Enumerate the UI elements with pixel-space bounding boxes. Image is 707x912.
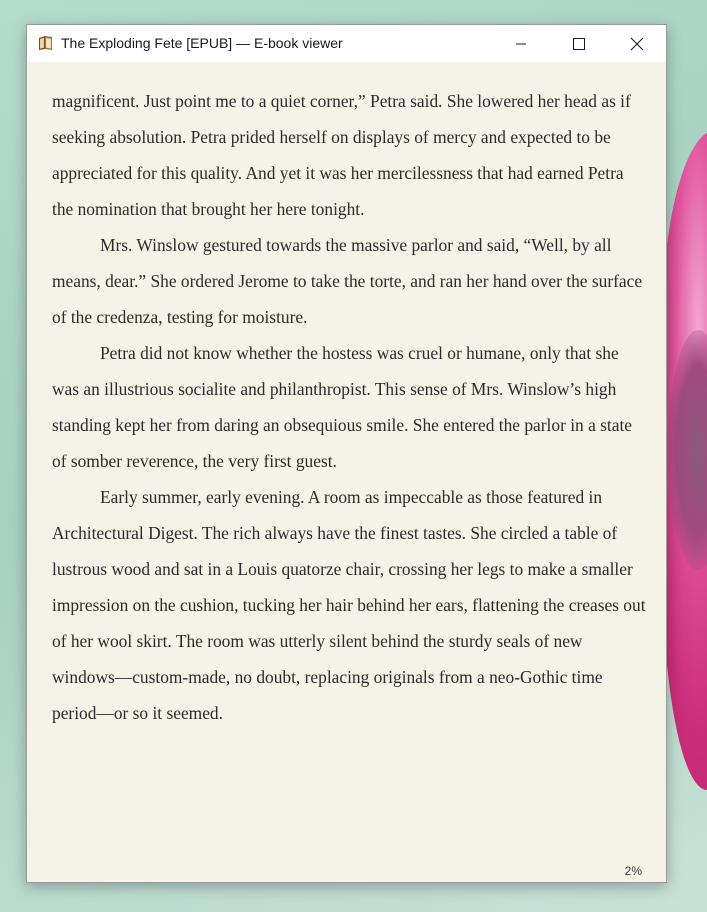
maximize-button[interactable] — [550, 25, 608, 62]
book-page-content[interactable] — [52, 62, 647, 863]
book-icon — [37, 34, 55, 52]
close-button[interactable] — [608, 25, 666, 62]
minimize-icon — [515, 38, 527, 50]
reading-progress-indicator: 2% — [624, 864, 642, 878]
ebook-viewer-window — [26, 24, 667, 883]
minimize-button[interactable] — [492, 25, 550, 62]
window-title: The Exploding Fete [EPUB] — E-book viewer — [61, 35, 343, 51]
close-icon — [630, 37, 644, 51]
maximize-icon — [573, 38, 585, 50]
book-paragraph: Early summer, early evening. A room as impeccable as those featured in Architectural Digest. The rich always have the finest tastes. She circled a table of lustrous wood and sat in a Louis quatorze chair, crossing her legs to make a smaller impression on the cushion, tucking her hair behind her ears, flattening the creases out of her wool skirt. The room was utterly silent behind the sturdy seals of new windows—custom-made, no doubt, replacing originals from a neo-Gothic time period—or so it seemed. — [52, 487, 646, 723]
window-controls — [492, 25, 666, 62]
book-paragraph: magnificent. Just point me to a quiet corner,” Petra said. She lowered her head as if seeking absolution. Petra prided herself on displays of mercy and expected to be appreciated for this quality. And yet it was her mercilessness that had earned Petra the nomination that brought her here tonight. — [52, 91, 631, 219]
book-paragraph: Mrs. Winslow gestured towards the massive parlor and said, “Well, by all means, dear.” She ordered Jerome to take the torte, and ran her hand over the surface of the credenza, testing for moisture. — [52, 235, 643, 327]
title-bar[interactable] — [27, 25, 666, 62]
book-paragraph: Petra did not know whether the hostess was cruel or humane, only that she was an illustrious socialite and philanthropist. This sense of Mrs. Winslow’s high standing kept her from daring an obsequious smile. She entered the parlor in a state of somber reverence, the very first guest. — [52, 343, 633, 471]
